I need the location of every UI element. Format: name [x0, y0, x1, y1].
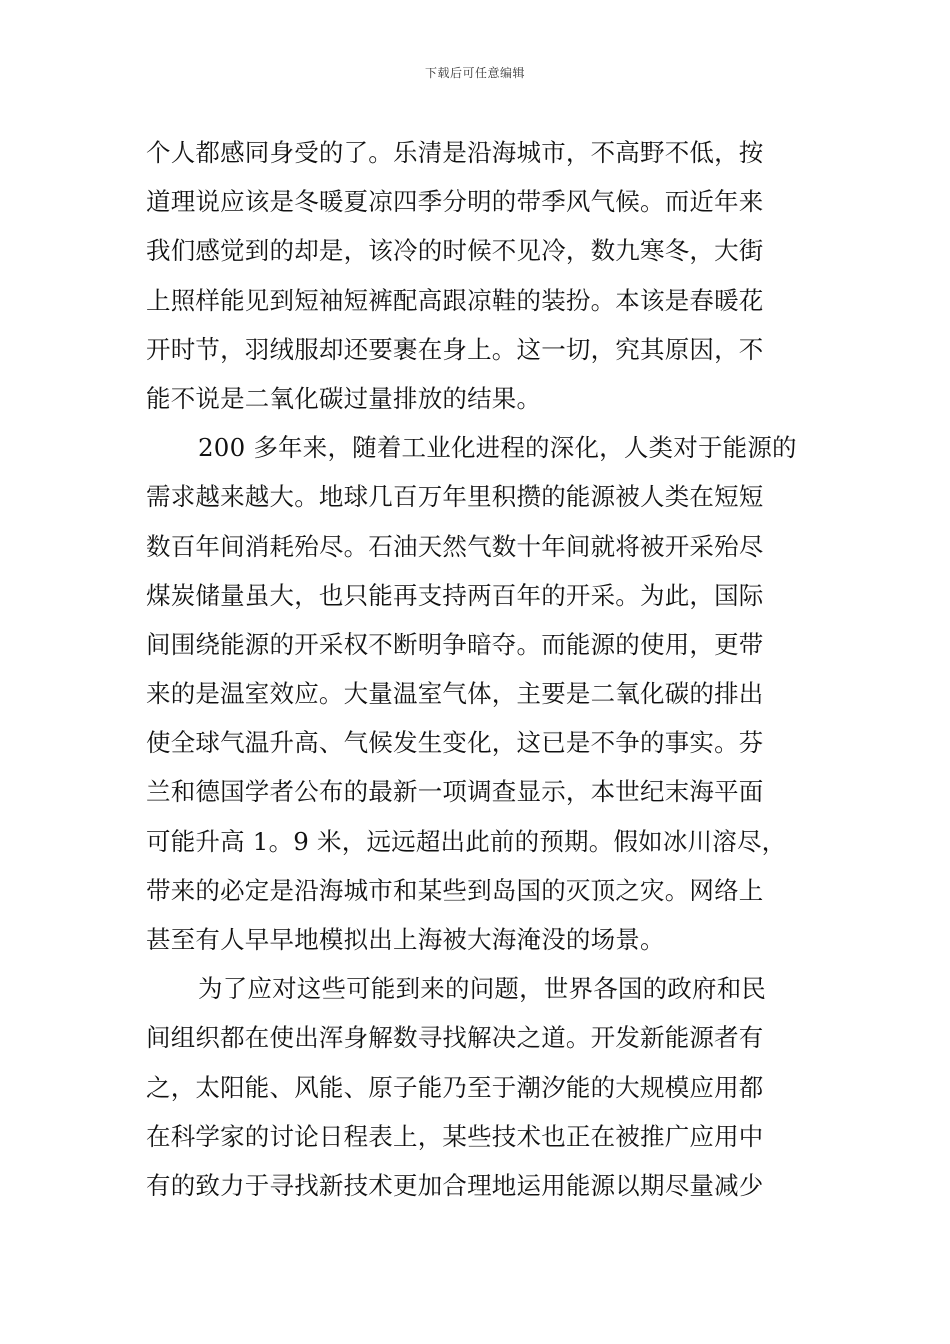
text-line: 来的是温室效应。大量温室气体，主要是二氧化碳的排出 [146, 679, 764, 709]
paragraph-1 [146, 128, 816, 423]
text-line: 带来的必定是沿海城市和某些到岛国的灭顶之灾。网络上 [146, 875, 764, 905]
text-line: 之，太阳能、风能、原子能乃至于潮汐能的大规模应用都 [146, 1072, 764, 1102]
text-line: 煤炭储量虽大，也只能再支持两百年的开采。为此，国际 [146, 580, 764, 610]
paragraph-3 [146, 964, 816, 1210]
text-line: 使全球气温升高、气候发生变化，这已是不争的事实。芬 [146, 728, 764, 758]
text-line: 可能升高 1。9 米，远远超出此前的预期。假如冰川溶尽， [146, 826, 787, 856]
page-header: 下载后可任意编辑 [424, 66, 525, 80]
text-line: 为了应对这些可能到来的问题，世界各国的政府和民 [198, 974, 767, 1004]
text-line: 间围绕能源的开采权不断明争暗夺。而能源的使用，更带 [146, 629, 764, 659]
document-body [146, 128, 816, 1210]
paragraph-2 [146, 423, 816, 964]
text-line: 需求越来越大。地球几百万年里积攒的能源被人类在短短 [146, 482, 764, 512]
text-line: 200 多年来，随着工业化进程的深化，人类对于能源的 [198, 433, 797, 463]
text-line: 道理说应该是冬暖夏凉四季分明的带季风气候。而近年来 [146, 187, 764, 217]
text-line: 我们感觉到的却是，该冷的时候不见冷，数九寒冬，大街 [146, 236, 764, 266]
text-line: 数百年间消耗殆尽。石油天然气数十年间就将被开采殆尽 [146, 531, 764, 561]
text-line: 兰和德国学者公布的最新一项调查显示，本世纪末海平面 [146, 777, 764, 807]
text-line: 有的致力于寻找新技术更加合理地运用能源以期尽量减少 [146, 1170, 764, 1200]
text-line: 开时节，羽绒服却还要裹在身上。这一切，究其原因，不 [146, 334, 764, 364]
text-line: 上照样能见到短袖短裤配高跟凉鞋的装扮。本该是春暖花 [146, 285, 764, 315]
text-line: 个人都感同身受的了。乐清是沿海城市，不高野不低，按 [146, 138, 764, 167]
text-line: 能不说是二氧化碳过量排放的结果。 [146, 383, 542, 413]
text-line: 在科学家的讨论日程表上，某些技术也正在被推广应用中 [146, 1121, 764, 1151]
text-line: 甚至有人早早地模拟出上海被大海淹没的场景。 [146, 925, 665, 954]
text-line: 间组织都在使出浑身解数寻找解决之道。开发新能源者有 [146, 1023, 764, 1053]
